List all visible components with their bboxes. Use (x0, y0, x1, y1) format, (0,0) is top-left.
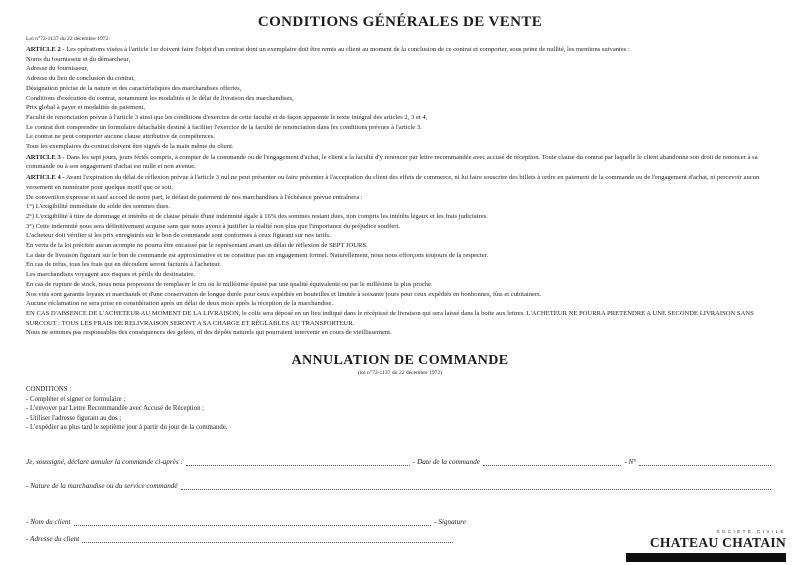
text-line: Les marchandises voyagent aux risques et périls du destinataire. (26, 271, 196, 279)
article-4-label: ARTICLE 4 - (26, 174, 65, 182)
text-line: EN CAS D'ABSENCE DE L'ACHETEUR AU MOMENT DE LA LIVRAISON, le colis sera déposé en un lieu indiqué dans le récépissé de livraison qui sera laissé dans la boite aux lettres. L'ACHETEUR NE POURRA PRETENDRE A UNE SECONDE LIVRAISON SANS SURCOUT : TOUS LES FRAIS DE RELIVRAISON SERONT A SA CHARGE ET RÉGLABLES AU TRANSPORTEUR. (26, 309, 754, 327)
text-line: - Compléter et signer ce formulaire ; (26, 395, 126, 403)
client-address-label: - Adresse du client (26, 535, 80, 544)
signature-label: - Signature (434, 518, 466, 527)
text-line: - Utiliser l'adresse figurant au dos ; (26, 414, 122, 422)
text-line: 3°) Cette indemnité nous sera définitivement acquise sans que nous ayons à justifier la réalité non plus que l'importance du préjudice souffert. (26, 222, 400, 230)
order-number-label: - N° (624, 458, 637, 467)
article-4-items (26, 193, 774, 339)
client-address-fill-line[interactable] (82, 537, 453, 543)
text-line: Nous ne sommes pas responsables des conséquences des gelées, ni des dépôts naturels qui pourraient intervenir en cours de vieillissement. (26, 329, 392, 337)
text-line: - L'expédier au plus tard le septième jour à partir du jour de la commande. (26, 424, 228, 432)
article-4-intro-text: Avant l'expiration du délai de réflexion prévue à l'article 3 nul ne peut présenter ou faire présenter à l'acceptation du client des effets de commerce, ni lui faire souscrire des billets à ordre en paiement de la commande ou de l'engagement d'achat, ni percevoir aucun versement en numéraire pour quelque motif que ce soit. (26, 174, 760, 191)
logo-address-bar (626, 553, 786, 562)
law-reference: Loi n°72-1137 du 22 décembre 1972. (26, 36, 110, 42)
article-4-intro (26, 173, 774, 192)
cancellation-title: ANNULATION DE COMMANDE (291, 353, 509, 369)
declare-label: Je, soussigné, déclare annuler la commande ci-après : (26, 458, 183, 467)
article-2 (26, 45, 774, 152)
terms-body (26, 45, 774, 338)
client-name-fill-line[interactable] (74, 520, 432, 526)
conditions-label: CONDITIONS : (26, 386, 72, 394)
text-line: De convention expresse et sauf accord de notre part, le défaut de paiement de nos marchandises à l'échéance prévue entraînera : (26, 193, 363, 201)
article-3-text: Dans les sept jours, jours fériés compris, à compter de la commande ou de l'engagement d'achat, le client a la faculté d'y renoncer par lettre recommandée avec accusé de réception. Toute clause du contrat par laquelle le client abandonne son droit de renoncer à sa commande ou à son engagement d'achat est nulle et non avenue. (26, 153, 758, 171)
order-number-fill-line[interactable] (639, 460, 771, 466)
text-line: Adresse du lieu de conclusion du contrat, (26, 75, 135, 83)
declare-fill-line[interactable] (186, 460, 410, 466)
text-line: - L'envoyer par Lettre Recommandée avec Accusé de Réception ; (26, 405, 205, 413)
article-2-label: ARTICLE 2 - (26, 46, 65, 53)
text-line: Désignation précise de la nature et des caractéristiques des marchandises offertes, (26, 84, 242, 92)
text-line: Conditions d'exécution du contrat, notamment les modalités et le délai de livraison des marchandises, (26, 94, 294, 102)
text-line: L'acheteur doit vérifier si les prix enregistrés sur le bon de commande sont conformes à ceux figurant sur nos tarifs. (26, 232, 331, 240)
text-line: En vertu de la loi précitée aucun acompte ne pourra être encaissé par le représentant avant un délai de réflexion de SEPT JOURS. (26, 242, 368, 250)
order-date-fill-line[interactable] (483, 460, 621, 466)
logo-brand-name: CHATEAU CHATAIN (649, 535, 786, 550)
text-line: En cas de refus, tous les frais qui en découlent seront facturés à l'acheteur. (26, 261, 222, 269)
article-3-label: ARTICLE 3 - (26, 153, 65, 161)
cancellation-conditions (26, 385, 774, 433)
article-4 (26, 173, 774, 338)
page-title: CONDITIONS GÉNÉRALES DE VENTE (257, 14, 543, 30)
text-line: Aucune réclamation ne sera prise en considération après un délai de deux mois après la réception de la marchandise. (26, 300, 334, 308)
text-line: Nos vins sont garantis loyaux et marchands et d'une conservation de longue durée pour ceux expédiés en bouteilles et limitée à soixante jours pour ceux expédiés en bonbonnes, fûts et cubitainers. (26, 290, 542, 298)
article-2-intro-text: Les opérations visées à l'article 1er doivent faire l'objet d'un contrat dont un exemplaire doit être remis au client au moment de la conclusion de ce contrat et comporter, sous peine de nullité, les mentions suivantes : (66, 46, 630, 53)
text-line: Noms du fournisseur et du démarcheur, (26, 55, 131, 63)
text-line: 1°) L'exigibilité immédiate du solde des sommes dues. (26, 203, 171, 211)
article-2-intro (26, 45, 774, 55)
conditions-items (26, 395, 774, 433)
form-row-declare (26, 458, 774, 467)
form-row-nature (26, 482, 774, 491)
goods-nature-label: - Nature de la marchandise ou du service commandé (26, 482, 178, 491)
article-2-items (26, 55, 774, 152)
order-date-label: - Date de la commande (412, 458, 480, 467)
goods-nature-fill-line[interactable] (181, 484, 771, 490)
form-row-client-name (26, 518, 774, 527)
text-line: Prix global à payer et modalités de paiement, (26, 104, 146, 112)
article-3-paragraph (26, 153, 774, 172)
text-line: Le contrat ne peut comporter aucune clause attributive de compétences. (26, 133, 215, 141)
cancellation-law-reference: (loi n°72-1137 du 22 décembre 1972) (357, 370, 443, 377)
text-line: La date de livraison figurant sur le bon de commande est approximative et ne constitue pas un engagement formel. Naturellement, nous nous efforçons toujours de la respecter. (26, 251, 489, 259)
text-line: Faculté de renonciation prévue à l'article 3 ainsi que les conditions d'exercice de cette faculté et de façon apparente le texte intégral des articles 2, 3 et 4, (26, 113, 428, 121)
article-3 (26, 153, 774, 172)
text-line: Le contrat doit comprendre un formulaire détachable destiné à faciliter l'exercice de la faculté de renonciation dans les conditions prévues à l'article 3. (26, 123, 422, 131)
logo-societe-civile-text: SOCIÉTÉ CIVILE (716, 529, 786, 534)
text-line: 2°) L'exigibilité à titre de dommage et intérêts et de clause pénale d'une indemnité égale à 16% des sommes restant dues, non compris les intérêts légaux et les frais judiciaires. (26, 212, 488, 220)
text-line: Adresse du fournisseur, (26, 65, 89, 73)
text-line: Tous les exemplaires du contrat doivent être signés de la main même du client. (26, 143, 234, 151)
client-name-label: - Nom du client (26, 518, 71, 527)
text-line: En cas de rupture de stock, nous nous proposons de remplacer le cru ou le millésime épuisé par une qualité équivalente ou par le millésime le plus proche. (26, 280, 433, 288)
chateau-chatain-logo (626, 529, 786, 562)
